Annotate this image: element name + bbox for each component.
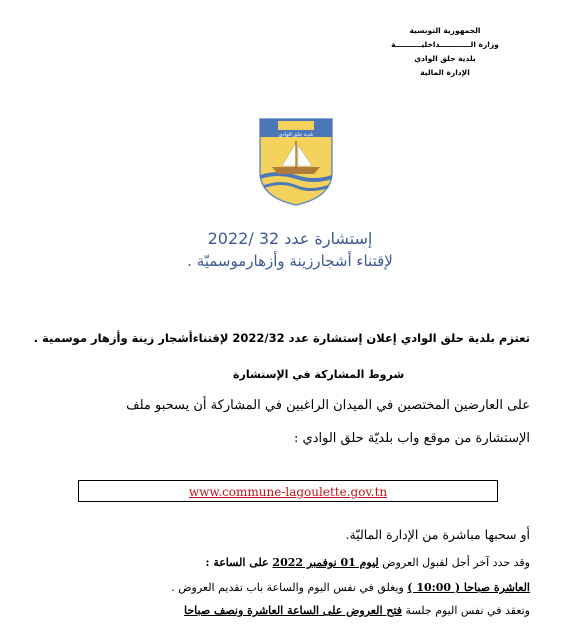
conditions-heading: شروط المشاركة في الإستشارة (233, 368, 405, 381)
letterhead-department: الإدارة المالية (420, 68, 470, 77)
alternative-collection-line: أو سحبها مباشرة من الإدارة الماليّة. (345, 527, 530, 542)
deadline-line-3 (184, 604, 530, 617)
deadline-text-a: وقد حدد آخر أجل لقبول العروض (378, 556, 530, 569)
deadline-time: العاشرة صباحا ( 10:00 ) (407, 581, 530, 594)
municipality-logo (258, 117, 334, 207)
deadline-line-2 (171, 581, 530, 594)
letterhead-ministry: وزارة الــــــــــــداخليــــــــــة (391, 40, 499, 49)
deadline-closing: ويغلق في نفس اليوم والساعة باب تقديم العروض . (171, 581, 408, 594)
letterhead (365, 24, 525, 80)
logo-caption: بلدية حلق الوادي (278, 132, 314, 138)
instructions-line-1: على العارضين المختصين في الميدان الراغبين في المشاركة أن يسحبو ملف (126, 398, 530, 413)
website-box (78, 480, 498, 502)
intro-paragraph: تعتزم بلدية حلق الوادي إعلان إستشارة عدد 2022/32 لإقتناءأشجار زينة وأزهار موسمية . (33, 331, 530, 345)
consultation-title (160, 228, 420, 272)
title-line-2: لإقتناء أشجارزينة وأزهارموسميّة . (187, 252, 393, 270)
deadline-text-c: على الساعة : (205, 556, 273, 569)
instructions-line-2: الإستشارة من موقع واب بلديّة حلق الوادي : (294, 431, 530, 446)
letterhead-country: الجمهورية التونسية (409, 26, 481, 35)
deadline-line-1 (205, 556, 530, 569)
title-line-1: إستشارة عدد 32 /2022 (207, 229, 373, 248)
opening-session-text: وتعقد في نفس اليوم جلسة (402, 604, 530, 617)
opening-session-time: فتح العروض على الساعة العاشرة ونصف صباحا (184, 604, 403, 617)
website-link[interactable]: www.commune-lagoulette.gov.tn (188, 485, 388, 499)
deadline-date: ليوم 01 نوفمبر 2022 (272, 556, 379, 569)
letterhead-municipality: بلدية حلق الوادي (414, 54, 476, 63)
